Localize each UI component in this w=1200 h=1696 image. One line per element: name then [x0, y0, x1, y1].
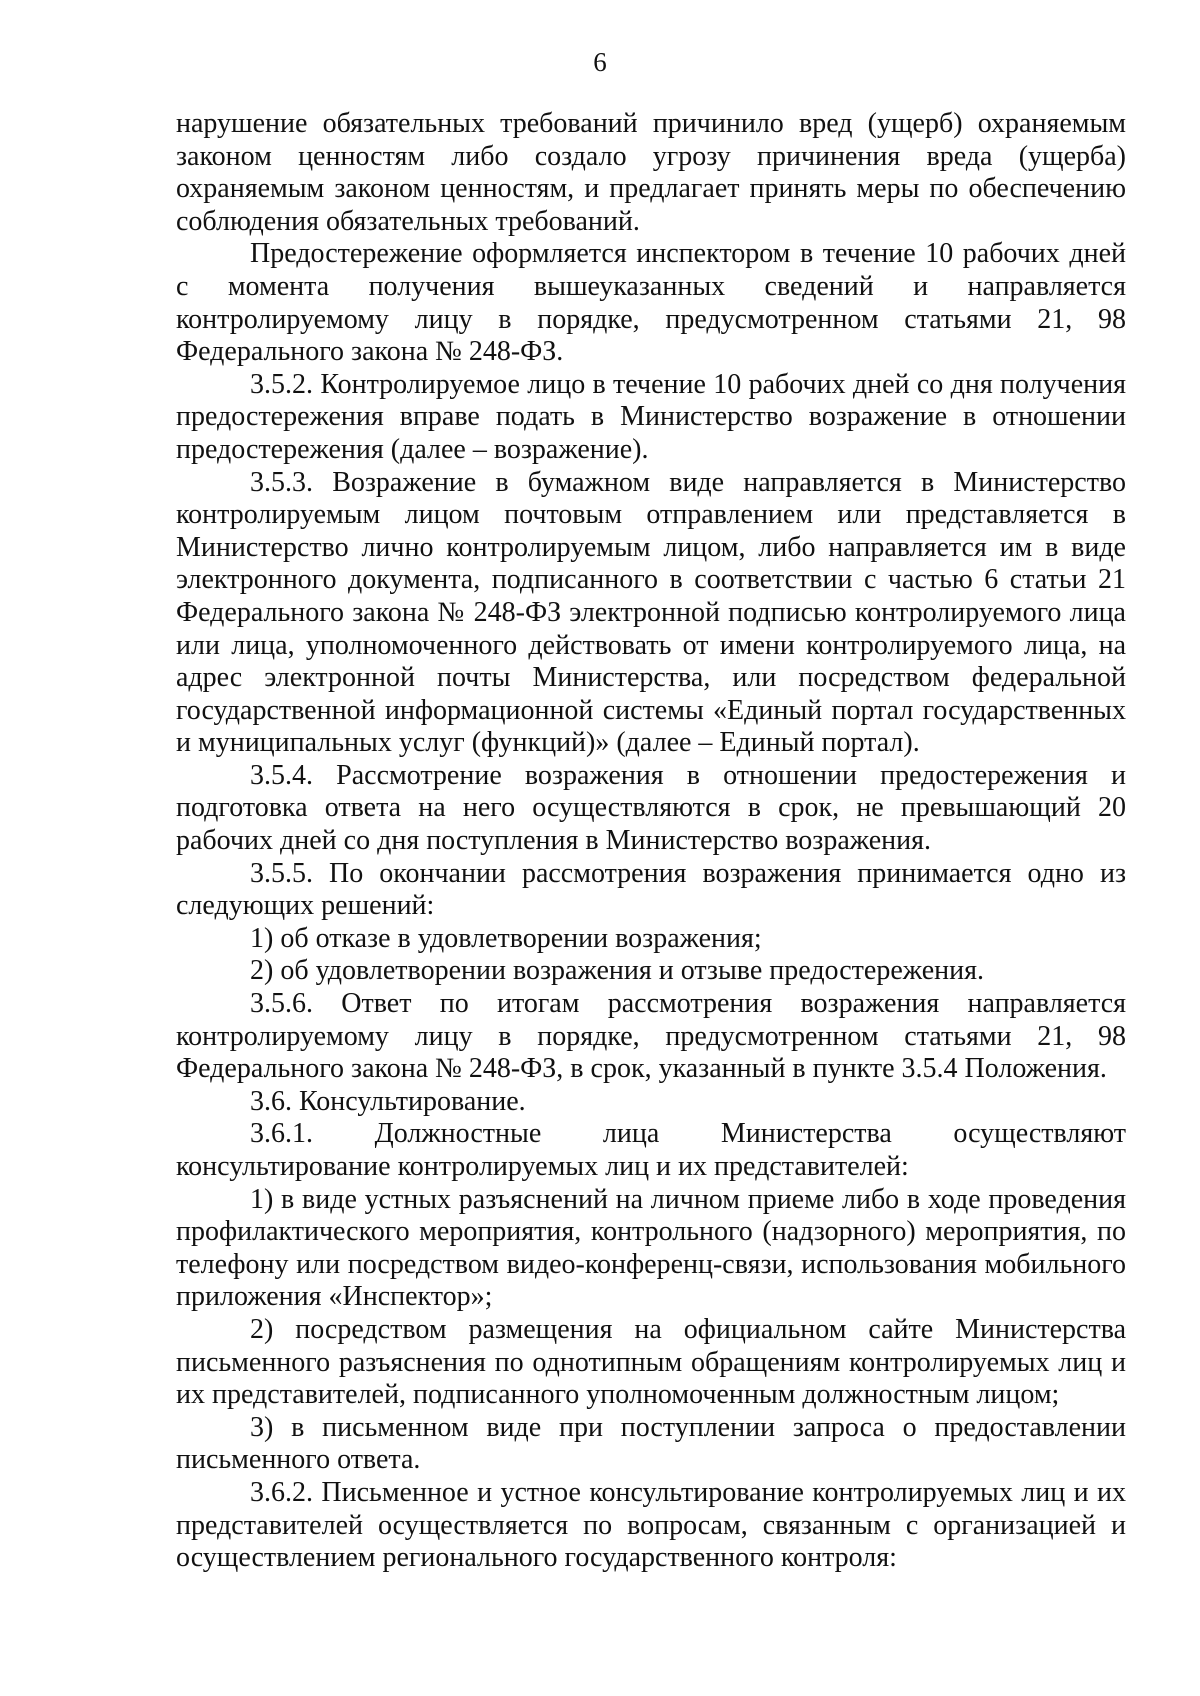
paragraph: 3.5.6. Ответ по итогам рассмотрения возражения направляется контролируемому лицу в порядке, предусмотренном статьями 21, 98 Федерального закона № 248-ФЗ, в срок, указанный в пункте 3.5.4 Положения. [176, 988, 1126, 1085]
list-item: 2) об удовлетворении возражения и отзыве предостережения. [250, 955, 985, 987]
paragraph: 3.5.4. Рассмотрение возражения в отношении предостережения и подготовка ответа на него осуществляются в срок, не превышающий 20 рабочих дней со дня поступления в Министерство возражения. [176, 759, 1126, 857]
list-item: 3) в письменном виде при поступлении запроса о предоставлении письменного ответа. [176, 1411, 1126, 1476]
paragraph: 3.5.5. По окончании рассмотрения возражения принимается одно из следующих решений: [176, 857, 1126, 922]
list-item: 1) в виде устных разъяснений на личном приеме либо в ходе проведения профилактического мероприятия, контрольного (надзорного) мероприятия, по телефону или посредством видео-конференц-связи, использования мобильного приложения «Инспектор»; [176, 1183, 1126, 1313]
page-number: 6 [593, 47, 607, 77]
paragraph: Предостережение оформляется инспектором в течение 10 рабочих дней с момента получения вышеуказанных сведений и направляется контролируемому лицу в порядке, предусмотренном статьями 21, 98 Федерального закона № 248-ФЗ. [176, 238, 1126, 368]
paragraph: нарушение обязательных требований причинило вред (ущерб) охраняемым законом ценностям либо создало угрозу причинения вреда (ущерба) охраняемым законом ценностям, и предлагает принять меры по обеспечению соблюдения обязательных требований. [176, 108, 1126, 237]
section-heading: 3.6. Консультирование. [250, 1085, 526, 1117]
paragraph: 3.6.2. Письменное и устное консультирование контролируемых лиц и их представителей осуществляется по вопросам, связанным с организацией и осуществлением регионального государственного контроля: [176, 1476, 1126, 1574]
list-item: 2) посредством размещения на официальном сайте Министерства письменного разъяснения по однотипным обращениям контролируемых лиц и их представителей, подписанного уполномоченным должностным лицом; [176, 1313, 1126, 1411]
paragraph: 3.5.3. Возражение в бумажном виде направляется в Министерство контролируемым лицом почтовым отправлением или представляется в Министерство лично контролируемым лицом, либо направляется им в виде электронного документа, подписанного в соответствии с частью 6 статьи 21 Федерального закона № 248-ФЗ электронной подписью контролируемого лица или лица, уполномоченного действовать от имени контролируемого лица, на адрес электронной почты Министерства, или посредством федеральной государственной информационной системы «Единый портал государственных и муниципальных услуг (функций)» (далее – Единый портал). [176, 466, 1126, 759]
document-body [176, 108, 1126, 1575]
list-item: 1) об отказе в удовлетворении возражения; [250, 922, 762, 954]
paragraph: 3.6.1. Должностные лица Министерства осуществляют консультирование контролируемых лиц и их представителей: [176, 1118, 1126, 1182]
paragraph: 3.5.2. Контролируемое лицо в течение 10 рабочих дней со дня получения предостережения вправе подать в Министерство возражение в отношении предостережения (далее – возражение). [176, 368, 1126, 465]
